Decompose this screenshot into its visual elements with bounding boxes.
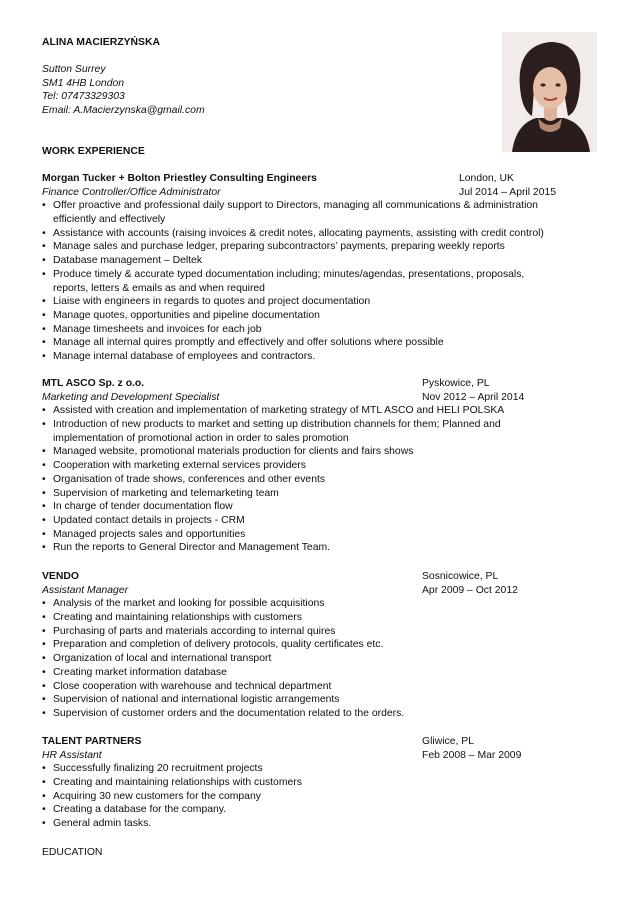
- responsibility-item: • Creating and maintaining relationships with customers: [42, 611, 558, 625]
- responsibility-item: • Manage all internal quires promptly and effectively and offer solutions where possible: [42, 336, 558, 350]
- responsibility-item: • Creating market information database: [42, 666, 558, 680]
- responsibility-item: • Successfully finalizing 20 recruitment projects: [42, 762, 558, 776]
- job-entry: [42, 377, 602, 555]
- job-location: Pyskowice, PL: [422, 378, 490, 389]
- phone-number: Tel: 07473329303: [42, 91, 125, 103]
- responsibility-item: • Manage internal database of employees and contractors.: [42, 350, 558, 364]
- address-line-2: SM1 4HB London: [42, 77, 125, 89]
- responsibility-item: • Assisted with creation and implementation of marketing strategy of MTL ASCO and HELI POLSKA: [42, 404, 558, 418]
- job-title: Marketing and Development Specialist: [42, 391, 220, 403]
- email-address: Email: A.Macierzynska@gmail.com: [42, 105, 205, 117]
- responsibility-item: • Supervision of marketing and telemarketing team: [42, 487, 558, 501]
- job-entry: [42, 172, 602, 364]
- job-entry: [42, 570, 602, 721]
- responsibility-item: • Cooperation with marketing external services providers: [42, 459, 558, 473]
- responsibility-item: • Introduction of new products to market and setting up distribution channels for them; Planned and implementation of promotional action in order to sales promotion: [42, 418, 558, 445]
- responsibility-item: • Creating and maintaining relationships with customers: [42, 776, 558, 790]
- responsibility-item: • Managed website, promotional materials production for clients and fairs shows: [42, 445, 558, 459]
- responsibility-item: • Liaise with engineers in regards to quotes and project documentation: [42, 295, 558, 309]
- responsibility-item: • Close cooperation with warehouse and technical department: [42, 680, 558, 694]
- responsibility-item: • Produce timely & accurate typed documentation including; minutes/agendas, presentations, proposals, reports, letters & emails as and when required: [42, 268, 558, 295]
- responsibility-item: • Updated contact details in projects - CRM: [42, 514, 558, 528]
- responsibility-list: [42, 762, 602, 831]
- candidate-name: ALINA MACIERZYŃSKA: [42, 37, 160, 48]
- company-name: VENDO: [42, 571, 79, 582]
- responsibility-item: • Manage sales and purchase ledger, preparing subcontractors’ payments, preparing weekly reports: [42, 240, 558, 254]
- job-title: Finance Controller/Office Administrator: [42, 186, 221, 198]
- responsibility-item: • Purchasing of parts and materials according to internal quires: [42, 625, 558, 639]
- job-title: HR Assistant: [42, 749, 102, 761]
- job-header-row: [42, 377, 602, 391]
- responsibility-item: • In charge of tender documentation flow: [42, 500, 558, 514]
- responsibility-item: • Managed projects sales and opportunities: [42, 528, 558, 542]
- responsibility-item: • Supervision of customer orders and the documentation related to the orders.: [42, 707, 558, 721]
- responsibility-item: • Manage timesheets and invoices for each job: [42, 323, 558, 337]
- work-experience-heading: WORK EXPERIENCE: [42, 146, 145, 157]
- contact-block: [42, 63, 205, 118]
- responsibility-item: • Creating a database for the company.: [42, 803, 558, 817]
- responsibility-item: • Supervision of national and international logistic arrangements: [42, 693, 558, 707]
- job-header-row: [42, 172, 602, 186]
- job-dates: Jul 2014 – April 2015: [459, 186, 557, 198]
- job-location: Gliwice, PL: [422, 736, 474, 747]
- responsibility-item: • Organization of local and international transport: [42, 652, 558, 666]
- job-location: London, UK: [459, 173, 514, 184]
- responsibility-item: • Database management – Deltek: [42, 254, 558, 268]
- company-name: Morgan Tucker + Bolton Priestley Consulting Engineers: [42, 173, 317, 184]
- company-name: MTL ASCO Sp. z o.o.: [42, 378, 145, 389]
- responsibility-item: • Manage quotes, opportunities and pipeline documentation: [42, 309, 558, 323]
- job-title-row: [42, 391, 602, 405]
- portrait-illustration: [502, 32, 597, 152]
- job-entry: [42, 735, 602, 831]
- responsibility-item: • Organisation of trade shows, conferences and other events: [42, 473, 558, 487]
- job-dates: Nov 2012 – April 2014: [422, 391, 525, 403]
- job-title: Assistant Manager: [42, 584, 129, 596]
- responsibility-item: • Preparation and completion of delivery protocols, quality certificates etc.: [42, 638, 558, 652]
- job-header-row: [42, 735, 602, 749]
- job-location: Sosnicowice, PL: [422, 571, 499, 582]
- responsibility-list: [42, 199, 602, 363]
- job-header-row: [42, 570, 602, 584]
- profile-photo: [502, 32, 597, 152]
- education-heading: EDUCATION: [42, 847, 103, 858]
- responsibility-list: [42, 597, 602, 720]
- responsibility-list: [42, 404, 602, 555]
- job-dates: Feb 2008 – Mar 2009: [422, 749, 522, 761]
- company-name: TALENT PARTNERS: [42, 736, 142, 747]
- address-line-1: Sutton Surrey: [42, 64, 106, 75]
- job-title-row: [42, 749, 602, 763]
- job-title-row: [42, 186, 602, 200]
- responsibility-item: • Run the reports to General Director and Management Team.: [42, 541, 558, 555]
- responsibility-item: • General admin tasks.: [42, 817, 558, 831]
- responsibility-item: • Offer proactive and professional daily support to Directors, managing all communications & administration efficiently and effectively: [42, 199, 558, 226]
- job-title-row: [42, 584, 602, 598]
- job-dates: Apr 2009 – Oct 2012: [422, 584, 518, 596]
- responsibility-item: • Assistance with accounts (raising invoices & credit notes, allocating payments, assisting with credit control): [42, 227, 558, 241]
- responsibility-item: • Analysis of the market and looking for possible acquisitions: [42, 597, 558, 611]
- responsibility-item: • Acquiring 30 new customers for the company: [42, 790, 558, 804]
